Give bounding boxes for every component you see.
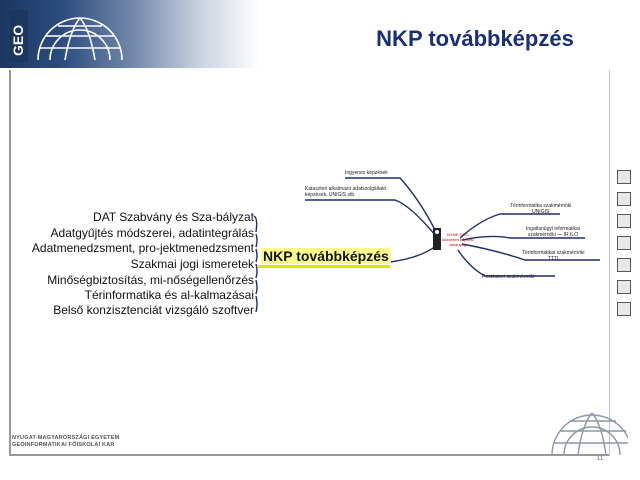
right-icon-strip xyxy=(617,170,633,324)
center-topic: NKP továbbképzés xyxy=(263,248,389,264)
satellite-icon[interactable] xyxy=(617,302,631,316)
branch-right-3: Posztszeri szakmérnöki xyxy=(482,274,535,280)
left-item-6: Belső konzisztenciát vizsgáló szoftver xyxy=(53,303,254,317)
page-title: NKP továbbképzés xyxy=(376,26,574,51)
branch-right-1: Ingatlanügyi informatikai szakmérnöki — IR ILO xyxy=(526,226,580,238)
tools-icon[interactable] xyxy=(617,280,631,294)
hub-label: NYME GEO közvetlen képzési tananyag xyxy=(442,232,474,247)
building-icon[interactable] xyxy=(617,258,631,272)
footer-institution xyxy=(12,435,119,449)
logo-text: GEO xyxy=(10,24,26,56)
footer-line-1: NYUGAT-MAGYARORSZÁGI EGYETEM xyxy=(12,435,120,441)
branch-top-1: Kataszteri alkalmazó adatszolgáltató képzések, UNIGIS stb. xyxy=(305,186,387,198)
globe-icon[interactable] xyxy=(617,236,631,250)
left-item-2: Adatmenedzsment, pro-jektmenedzsment xyxy=(31,241,254,255)
left-item-3: Szakmai jogi ismeretek xyxy=(130,257,254,271)
footer-line-2: GEOINFORMATIKAI FŐISKOLAI KAR xyxy=(12,442,115,448)
document-icon[interactable] xyxy=(617,192,631,206)
branch-top-0: Ingyenes képzések xyxy=(345,170,388,176)
left-item-5: Térinformatika és al-kalmazásai xyxy=(84,288,254,302)
left-item-0: DAT Szabvány és Sza-bályzat xyxy=(93,210,254,224)
branch-right-2: Térinformatikai szakmérnöki TTTI xyxy=(522,250,585,262)
pencil-icon[interactable] xyxy=(617,214,631,228)
left-item-4: Minőségbiztosítás, mi-nőségellenőrzés xyxy=(47,273,254,287)
left-item-1: Adatgyűjtés módszerei, adatintegrálás xyxy=(50,226,254,240)
center-underline xyxy=(258,265,390,268)
branch-right-0: Térinformatika szakmérnöki UNIGIS xyxy=(510,203,572,215)
page-number: 11 xyxy=(597,456,604,462)
map-icon[interactable] xyxy=(617,170,631,184)
footer-globe-icon xyxy=(548,395,628,455)
